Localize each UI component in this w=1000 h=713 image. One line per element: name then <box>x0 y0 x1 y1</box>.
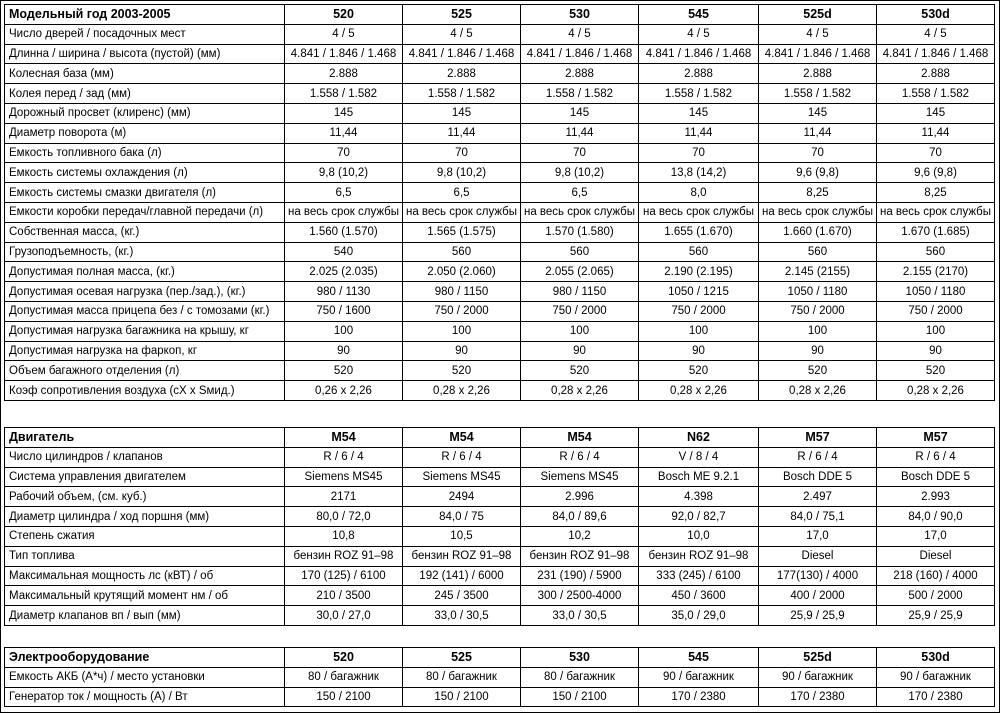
model-header-cell: M54 <box>285 428 403 448</box>
table-row <box>5 44 995 64</box>
row-label: Число цилиндров / клапанов <box>5 447 285 467</box>
row-label: Тип топлива <box>5 546 285 566</box>
value-cell: 750 / 1600 <box>285 301 403 321</box>
value-cell: 560 <box>759 242 877 262</box>
value-cell: 750 / 2000 <box>639 301 759 321</box>
value-cell: 520 <box>639 361 759 381</box>
value-cell: 8,25 <box>759 183 877 203</box>
value-cell: 84,0 / 90,0 <box>877 507 995 527</box>
value-cell: 2.888 <box>759 64 877 84</box>
value-cell: 2.888 <box>403 64 521 84</box>
model-header-cell: M54 <box>521 428 639 448</box>
value-cell: 1.660 (1.670) <box>759 222 877 242</box>
value-cell: 2.888 <box>285 64 403 84</box>
value-cell: 9,8 (10,2) <box>521 163 639 183</box>
row-label: Емкость АКБ (А*ч) / место установки <box>5 667 285 687</box>
value-cell: 2.996 <box>521 487 639 507</box>
row-label: Емкость системы охлаждения (л) <box>5 163 285 183</box>
row-label: Максимальная мощность лс (кВТ) / об <box>5 566 285 586</box>
header-row <box>5 428 995 448</box>
value-cell: 560 <box>521 242 639 262</box>
value-cell: 2.888 <box>639 64 759 84</box>
value-cell: 4.841 / 1.846 / 1.468 <box>403 44 521 64</box>
row-label: Допустимая полная масса, (кг.) <box>5 262 285 282</box>
value-cell: 0,28 x 2,26 <box>403 381 521 401</box>
value-cell: Bosch DDE 5 <box>759 467 877 487</box>
value-cell: 540 <box>285 242 403 262</box>
table-row <box>5 566 995 586</box>
value-cell: 4.841 / 1.846 / 1.468 <box>877 44 995 64</box>
value-cell: на весь срок службы <box>285 202 403 222</box>
value-cell: на весь срок службы <box>759 202 877 222</box>
value-cell: Diesel <box>877 546 995 566</box>
value-cell: 4.841 / 1.846 / 1.468 <box>285 44 403 64</box>
value-cell: 520 <box>877 361 995 381</box>
row-label: Степень сжатия <box>5 526 285 546</box>
row-label: Генератор ток / мощность (А) / Вт <box>5 687 285 707</box>
value-cell: 145 <box>877 103 995 123</box>
table-row <box>5 183 995 203</box>
value-cell: 192 (141) / 6000 <box>403 566 521 586</box>
value-cell: 9,8 (10,2) <box>285 163 403 183</box>
value-cell: бензин ROZ 91–98 <box>639 546 759 566</box>
value-cell: 0,26 x 2,26 <box>285 381 403 401</box>
value-cell: 1.558 / 1.582 <box>639 84 759 104</box>
value-cell: 1.558 / 1.582 <box>403 84 521 104</box>
value-cell: 11,44 <box>285 123 403 143</box>
row-label: Диаметр клапанов вп / вып (мм) <box>5 606 285 626</box>
value-cell: 100 <box>521 321 639 341</box>
value-cell: 1050 / 1180 <box>877 282 995 302</box>
value-cell: 2.155 (2170) <box>877 262 995 282</box>
value-cell: 170 / 2380 <box>759 687 877 707</box>
model-header-cell: 545 <box>639 648 759 668</box>
value-cell: бензин ROZ 91–98 <box>521 546 639 566</box>
model-header-cell: 530 <box>521 648 639 668</box>
value-cell: 2.190 (2.195) <box>639 262 759 282</box>
value-cell: 2.993 <box>877 487 995 507</box>
table-row <box>5 467 995 487</box>
value-cell: 145 <box>403 103 521 123</box>
value-cell: 145 <box>521 103 639 123</box>
value-cell: бензин ROZ 91–98 <box>285 546 403 566</box>
table-row <box>5 381 995 401</box>
value-cell: 90 <box>521 341 639 361</box>
model-header-cell: 530 <box>521 5 639 25</box>
model-header-cell: 525d <box>759 5 877 25</box>
table-row <box>5 507 995 527</box>
row-label: Емкости коробки передач/главной передачи (л) <box>5 202 285 222</box>
value-cell: 231 (190) / 5900 <box>521 566 639 586</box>
value-cell: на весь срок службы <box>877 202 995 222</box>
value-cell: 2.888 <box>877 64 995 84</box>
value-cell: 177(130) / 4000 <box>759 566 877 586</box>
value-cell: 1.560 (1.570) <box>285 222 403 242</box>
value-cell: 2.055 (2.065) <box>521 262 639 282</box>
value-cell: 6,5 <box>521 183 639 203</box>
table-row <box>5 667 995 687</box>
value-cell: 100 <box>285 321 403 341</box>
value-cell: 4 / 5 <box>285 24 403 44</box>
row-label: Коэф сопротивления воздуха (cX x Sмид.) <box>5 381 285 401</box>
value-cell: 500 / 2000 <box>877 586 995 606</box>
value-cell: 4.841 / 1.846 / 1.468 <box>521 44 639 64</box>
table-row <box>5 222 995 242</box>
model-header-cell: M57 <box>877 428 995 448</box>
value-cell: V / 8 / 4 <box>639 447 759 467</box>
table-row <box>5 262 995 282</box>
value-cell: 520 <box>759 361 877 381</box>
row-label: Система управления двигателем <box>5 467 285 487</box>
value-cell: 4.398 <box>639 487 759 507</box>
value-cell: 980 / 1150 <box>521 282 639 302</box>
row-label: Рабочий объем, (см. куб.) <box>5 487 285 507</box>
value-cell: 9,6 (9,8) <box>877 163 995 183</box>
value-cell: 245 / 3500 <box>403 586 521 606</box>
value-cell: 11,44 <box>403 123 521 143</box>
value-cell: 84,0 / 75,1 <box>759 507 877 527</box>
value-cell: 2.497 <box>759 487 877 507</box>
table-row <box>5 163 995 183</box>
value-cell: 4 / 5 <box>521 24 639 44</box>
model-header-cell: 520 <box>285 5 403 25</box>
value-cell: 4 / 5 <box>403 24 521 44</box>
value-cell: 0,28 x 2,26 <box>521 381 639 401</box>
row-label: Длинна / ширина / высота (пустой) (мм) <box>5 44 285 64</box>
table-row <box>5 546 995 566</box>
value-cell: Bosch DDE 5 <box>877 467 995 487</box>
row-label: Колесная база (мм) <box>5 64 285 84</box>
value-cell: 70 <box>285 143 403 163</box>
value-cell: 2171 <box>285 487 403 507</box>
value-cell: 750 / 2000 <box>877 301 995 321</box>
table-row <box>5 447 995 467</box>
value-cell: 33,0 / 30,5 <box>521 606 639 626</box>
table-row <box>5 687 995 707</box>
value-cell: R / 6 / 4 <box>759 447 877 467</box>
model-header-cell: 520 <box>285 648 403 668</box>
value-cell: 170 / 2380 <box>639 687 759 707</box>
row-label: Допустимая масса прицепа без / с томозами (кг.) <box>5 301 285 321</box>
value-cell: 750 / 2000 <box>759 301 877 321</box>
value-cell: 10,8 <box>285 526 403 546</box>
value-cell: 150 / 2100 <box>521 687 639 707</box>
table-row <box>5 282 995 302</box>
value-cell: Siemens MS45 <box>403 467 521 487</box>
value-cell: 90 / багажник <box>639 667 759 687</box>
value-cell: 980 / 1130 <box>285 282 403 302</box>
value-cell: R / 6 / 4 <box>285 447 403 467</box>
row-label: Допустимая нагрузка на фаркоп, кг <box>5 341 285 361</box>
table-row <box>5 526 995 546</box>
value-cell: 17,0 <box>877 526 995 546</box>
value-cell: 92,0 / 82,7 <box>639 507 759 527</box>
value-cell: 80 / багажник <box>285 667 403 687</box>
value-cell: 70 <box>639 143 759 163</box>
value-cell: на весь срок службы <box>403 202 521 222</box>
value-cell: R / 6 / 4 <box>521 447 639 467</box>
value-cell: 100 <box>403 321 521 341</box>
value-cell: 30,0 / 27,0 <box>285 606 403 626</box>
table-row <box>5 586 995 606</box>
value-cell: 333 (245) / 6100 <box>639 566 759 586</box>
model-header-cell: 530d <box>877 5 995 25</box>
table-row <box>5 321 995 341</box>
value-cell: 520 <box>403 361 521 381</box>
value-cell: на весь срок службы <box>521 202 639 222</box>
value-cell: 100 <box>759 321 877 341</box>
value-cell: 4.841 / 1.846 / 1.468 <box>759 44 877 64</box>
value-cell: 1.655 (1.670) <box>639 222 759 242</box>
value-cell: 11,44 <box>639 123 759 143</box>
value-cell: 13,8 (14,2) <box>639 163 759 183</box>
row-label: Грузоподъемность, (кг.) <box>5 242 285 262</box>
value-cell: 8,25 <box>877 183 995 203</box>
table-row <box>5 606 995 626</box>
row-label: Емкость топливного бака (л) <box>5 143 285 163</box>
value-cell: 2.145 (2155) <box>759 262 877 282</box>
value-cell: 0,28 x 2,26 <box>639 381 759 401</box>
table-row <box>5 24 995 44</box>
model-header-cell: 525 <box>403 648 521 668</box>
value-cell: 1.565 (1.575) <box>403 222 521 242</box>
value-cell: 170 / 2380 <box>877 687 995 707</box>
value-cell: 145 <box>285 103 403 123</box>
section-title: Электрооборудование <box>5 648 285 668</box>
value-cell: 450 / 3600 <box>639 586 759 606</box>
value-cell: 1050 / 1180 <box>759 282 877 302</box>
value-cell: 4.841 / 1.846 / 1.468 <box>639 44 759 64</box>
value-cell: 70 <box>521 143 639 163</box>
row-label: Число дверей / посадочных мест <box>5 24 285 44</box>
value-cell: 4 / 5 <box>877 24 995 44</box>
table-row <box>5 487 995 507</box>
value-cell: 1.558 / 1.582 <box>759 84 877 104</box>
value-cell: 4 / 5 <box>759 24 877 44</box>
value-cell: 218 (160) / 4000 <box>877 566 995 586</box>
value-cell: 100 <box>877 321 995 341</box>
model-header-cell: 530d <box>877 648 995 668</box>
row-label: Допустимая нагрузка багажника на крышу, кг <box>5 321 285 341</box>
value-cell: 560 <box>877 242 995 262</box>
table-row <box>5 202 995 222</box>
value-cell: 980 / 1150 <box>403 282 521 302</box>
value-cell: 145 <box>759 103 877 123</box>
value-cell: 2.050 (2.060) <box>403 262 521 282</box>
value-cell: 0,28 x 2,26 <box>877 381 995 401</box>
row-label: Емкость системы смазки двигателя (л) <box>5 183 285 203</box>
value-cell: 1.558 / 1.582 <box>521 84 639 104</box>
value-cell: 1.558 / 1.582 <box>877 84 995 104</box>
value-cell: 4 / 5 <box>639 24 759 44</box>
value-cell: 520 <box>521 361 639 381</box>
table-row <box>5 341 995 361</box>
value-cell: 11,44 <box>877 123 995 143</box>
value-cell: 750 / 2000 <box>403 301 521 321</box>
value-cell: 90 <box>877 341 995 361</box>
value-cell: Siemens MS45 <box>521 467 639 487</box>
value-cell: 70 <box>403 143 521 163</box>
value-cell: 90 <box>285 341 403 361</box>
value-cell: 2494 <box>403 487 521 507</box>
table-row <box>5 123 995 143</box>
value-cell: 9,6 (9,8) <box>759 163 877 183</box>
value-cell: Siemens MS45 <box>285 467 403 487</box>
model-header-cell: 525d <box>759 648 877 668</box>
value-cell: 80 / багажник <box>403 667 521 687</box>
value-cell: 90 / багажник <box>877 667 995 687</box>
model-header-cell: M54 <box>403 428 521 448</box>
header-row <box>5 5 995 25</box>
value-cell: Diesel <box>759 546 877 566</box>
value-cell: 84,0 / 89,6 <box>521 507 639 527</box>
table-row <box>5 242 995 262</box>
model-header-cell: 545 <box>639 5 759 25</box>
value-cell: 170 (125) / 6100 <box>285 566 403 586</box>
table-row <box>5 84 995 104</box>
value-cell: 6,5 <box>403 183 521 203</box>
value-cell: 1050 / 1215 <box>639 282 759 302</box>
value-cell: 70 <box>759 143 877 163</box>
engine-specs-table <box>4 427 995 626</box>
section-title: Модельный год 2003-2005 <box>5 5 285 25</box>
value-cell: бензин ROZ 91–98 <box>403 546 521 566</box>
value-cell: R / 6 / 4 <box>877 447 995 467</box>
header-row <box>5 648 995 668</box>
row-label: Диаметр цилиндра / ход поршня (мм) <box>5 507 285 527</box>
model-header-cell: N62 <box>639 428 759 448</box>
value-cell: Bosch ME 9.2.1 <box>639 467 759 487</box>
value-cell: 100 <box>639 321 759 341</box>
table-row <box>5 301 995 321</box>
value-cell: 2.888 <box>521 64 639 84</box>
value-cell: 80 / багажник <box>521 667 639 687</box>
value-cell: 84,0 / 75 <box>403 507 521 527</box>
value-cell: 210 / 3500 <box>285 586 403 606</box>
electrical-specs-table <box>4 647 995 707</box>
value-cell: 750 / 2000 <box>521 301 639 321</box>
value-cell: 9,8 (10,2) <box>403 163 521 183</box>
row-label: Диаметр поворота (м) <box>5 123 285 143</box>
section-title: Двигатель <box>5 428 285 448</box>
value-cell: 90 <box>403 341 521 361</box>
value-cell: 8,0 <box>639 183 759 203</box>
row-label: Объем багажного отделения (л) <box>5 361 285 381</box>
value-cell: 145 <box>639 103 759 123</box>
value-cell: 2.025 (2.035) <box>285 262 403 282</box>
value-cell: 90 <box>639 341 759 361</box>
value-cell: на весь срок службы <box>639 202 759 222</box>
table-row <box>5 361 995 381</box>
table-row <box>5 103 995 123</box>
value-cell: 300 / 2500-4000 <box>521 586 639 606</box>
value-cell: 80,0 / 72,0 <box>285 507 403 527</box>
value-cell: 90 <box>759 341 877 361</box>
value-cell: 70 <box>877 143 995 163</box>
value-cell: 10,5 <box>403 526 521 546</box>
value-cell: 25,9 / 25,9 <box>877 606 995 626</box>
value-cell: 6,5 <box>285 183 403 203</box>
value-cell: 11,44 <box>521 123 639 143</box>
value-cell: 560 <box>639 242 759 262</box>
model-header-cell: 525 <box>403 5 521 25</box>
value-cell: 1.558 / 1.582 <box>285 84 403 104</box>
value-cell: 90 / багажник <box>759 667 877 687</box>
table-row <box>5 143 995 163</box>
value-cell: 400 / 2000 <box>759 586 877 606</box>
table-row <box>5 64 995 84</box>
value-cell: 560 <box>403 242 521 262</box>
value-cell: 35,0 / 29,0 <box>639 606 759 626</box>
value-cell: 1.670 (1.685) <box>877 222 995 242</box>
general-specs-table <box>4 4 995 401</box>
value-cell: 17,0 <box>759 526 877 546</box>
model-header-cell: M57 <box>759 428 877 448</box>
value-cell: 0,28 x 2,26 <box>759 381 877 401</box>
value-cell: 25,9 / 25,9 <box>759 606 877 626</box>
value-cell: 150 / 2100 <box>403 687 521 707</box>
row-label: Собственная масса, (кг.) <box>5 222 285 242</box>
value-cell: 33,0 / 30,5 <box>403 606 521 626</box>
value-cell: 150 / 2100 <box>285 687 403 707</box>
value-cell: 10,0 <box>639 526 759 546</box>
value-cell: 10,2 <box>521 526 639 546</box>
row-label: Колея перед / зад (мм) <box>5 84 285 104</box>
row-label: Дорожный просвет (клиренс) (мм) <box>5 103 285 123</box>
value-cell: 11,44 <box>759 123 877 143</box>
row-label: Максимальный крутящий момент нм / об <box>5 586 285 606</box>
value-cell: R / 6 / 4 <box>403 447 521 467</box>
row-label: Допустимая осевая нагрузка (пер./зад.), (кг.) <box>5 282 285 302</box>
value-cell: 520 <box>285 361 403 381</box>
value-cell: 1.570 (1.580) <box>521 222 639 242</box>
